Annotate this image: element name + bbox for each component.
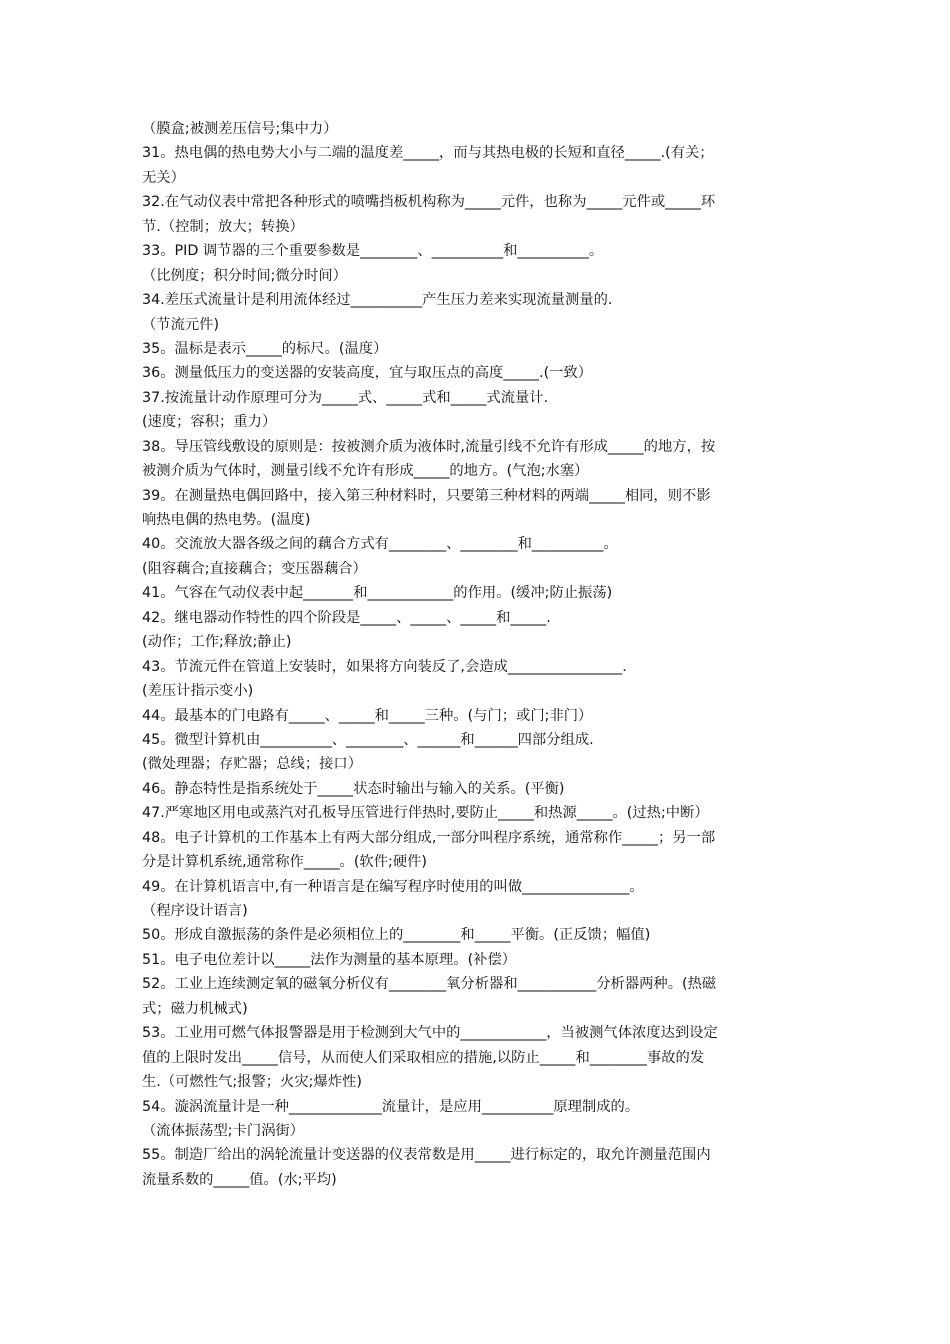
text-line: 39。在测量热电偶回路中，接入第三种材料时，只要第三种材料的两端_____相同，则不影 [142,487,711,504]
text-line: 54。漩涡流量计是一种_____________流量计，是应用__________原理制成的。 [142,1098,640,1115]
text-line: 31。热电偶的热电势大小与二端的温度差_____，而与其热电极的长短和直径_____.(有关； [142,145,714,162]
text-line: (动作；工作;释放;静止) [142,634,292,651]
text-line: （程序设计语言) [142,903,248,919]
document-body [142,117,810,1192]
text-line: （节流元件) [142,316,220,333]
text-line: 34.差压式流量计是利用流体经过__________产生压力差来实现流量测量的. [142,292,613,309]
text-line: 51。电子电位差计以_____法作为测量的基本原理。(补偿） [142,951,517,968]
text-line: 38。导压管线敷设的原则是：按被测介质为液体时,流量引线不允许有形成_____的地方，按 [142,438,716,455]
text-line: 被测介质为气体时，测量引线不允许有形成_____的地方。(气泡;水塞） [142,463,589,480]
text-line: 36。测量低压力的变送器的安装高度，宜与取压点的高度_____.(一致） [142,365,593,382]
text-line: 48。电子计算机的工作基本上有两大部分组成,一部分叫程序系统，通常称作_____；另一部 [142,829,716,846]
text-line: 45。微型计算机由__________、________、______和______四部分组成. [142,731,594,748]
text-line: 32.在气动仪表中常把各种形式的喷嘴挡板机构称为_____元件，也称为_____元件或_____环 [142,194,716,211]
text-line: （膜盒;被测差压信号;集中力） [142,121,338,137]
text-line: 节.（控制；放大；转换） [142,218,304,235]
text-line: 50。形成自激振荡的条件是必须相位上的________和_____平衡。(正反馈；幅值) [142,927,651,944]
text-line: 52。工业上连续测定氧的磁氧分析仪有________氧分析器和___________分析器两种。(热磁 [142,976,717,993]
text-line: （流体振荡型;卡门涡街） [142,1122,305,1139]
text-line: 35。温标是表示_____的标尺。(温度） [142,340,388,357]
text-line: 值的上限时发出_____信号，从而使人们采取相应的措施,以防止_____和________事故的发 [142,1049,705,1066]
text-line: 53。工业用可燃气体报警器是用于检测到大气中的____________，当被测气体浓度达到设定 [142,1025,718,1042]
text-line: 55。制造厂给出的涡轮流量计变送器的仪表常数是用_____进行标定的，取允许测量范围内 [142,1147,711,1164]
text-line: 46。静态特性是指系统处于_____状态时输出与输入的关系。(平衡) [142,780,565,797]
text-line: 33。PID 调节器的三个重要参数是________、__________和__________。 [142,243,604,260]
text-line: 分是计算机系统,通常称作_____。(软件;硬件) [142,854,428,871]
text-line: (差压计指示变小) [142,683,254,700]
text-line: 40。交流放大器各级之间的藕合方式有________、________和__________。 [142,536,618,553]
text-line: 生.（可燃性气;报警；火灾;爆炸性) [142,1074,362,1091]
text-line: 44。最基本的门电路有_____、_____和_____三种。(与门；或门;非门） [142,707,593,724]
text-line: 42。继电器动作特性的四个阶段是_____、_____、_____和_____. [142,609,551,626]
text-line: 47.严寒地区用电或蒸汽对孔板导压管进行伴热时,要防止_____和热源_____。(过热;中断） [142,805,709,822]
text-line: 流量系数的_____值。(水;平均) [142,1171,337,1188]
text-line: (速度；容积；重力） [142,414,277,431]
text-line: 无关） [142,169,185,186]
text-line: 37.按流量计动作原理可分为_____式、_____式和_____式流量计. [142,389,549,406]
text-line: 41。气容在气动仪表中起_______和____________的作用。(缓冲;防止振荡) [142,585,613,602]
text-line: 响热电偶的热电势。(温度) [142,512,311,528]
text-line: （比例度；积分时间;微分时间） [142,267,347,284]
text-line: 43。节流元件在管道上安装时，如果将方向装反了,会造成________________. [142,658,627,675]
text-line: 式；磁力机械式) [142,1000,248,1017]
text-line: (微处理器；存贮器；总线；接口） [142,756,363,773]
text-line: (阻容藕合;直接藕合；变压器藕合） [142,560,367,577]
text-line: 49。在计算机语言中,有一种语言是在编写程序时使用的叫做_______________。 [142,878,644,895]
